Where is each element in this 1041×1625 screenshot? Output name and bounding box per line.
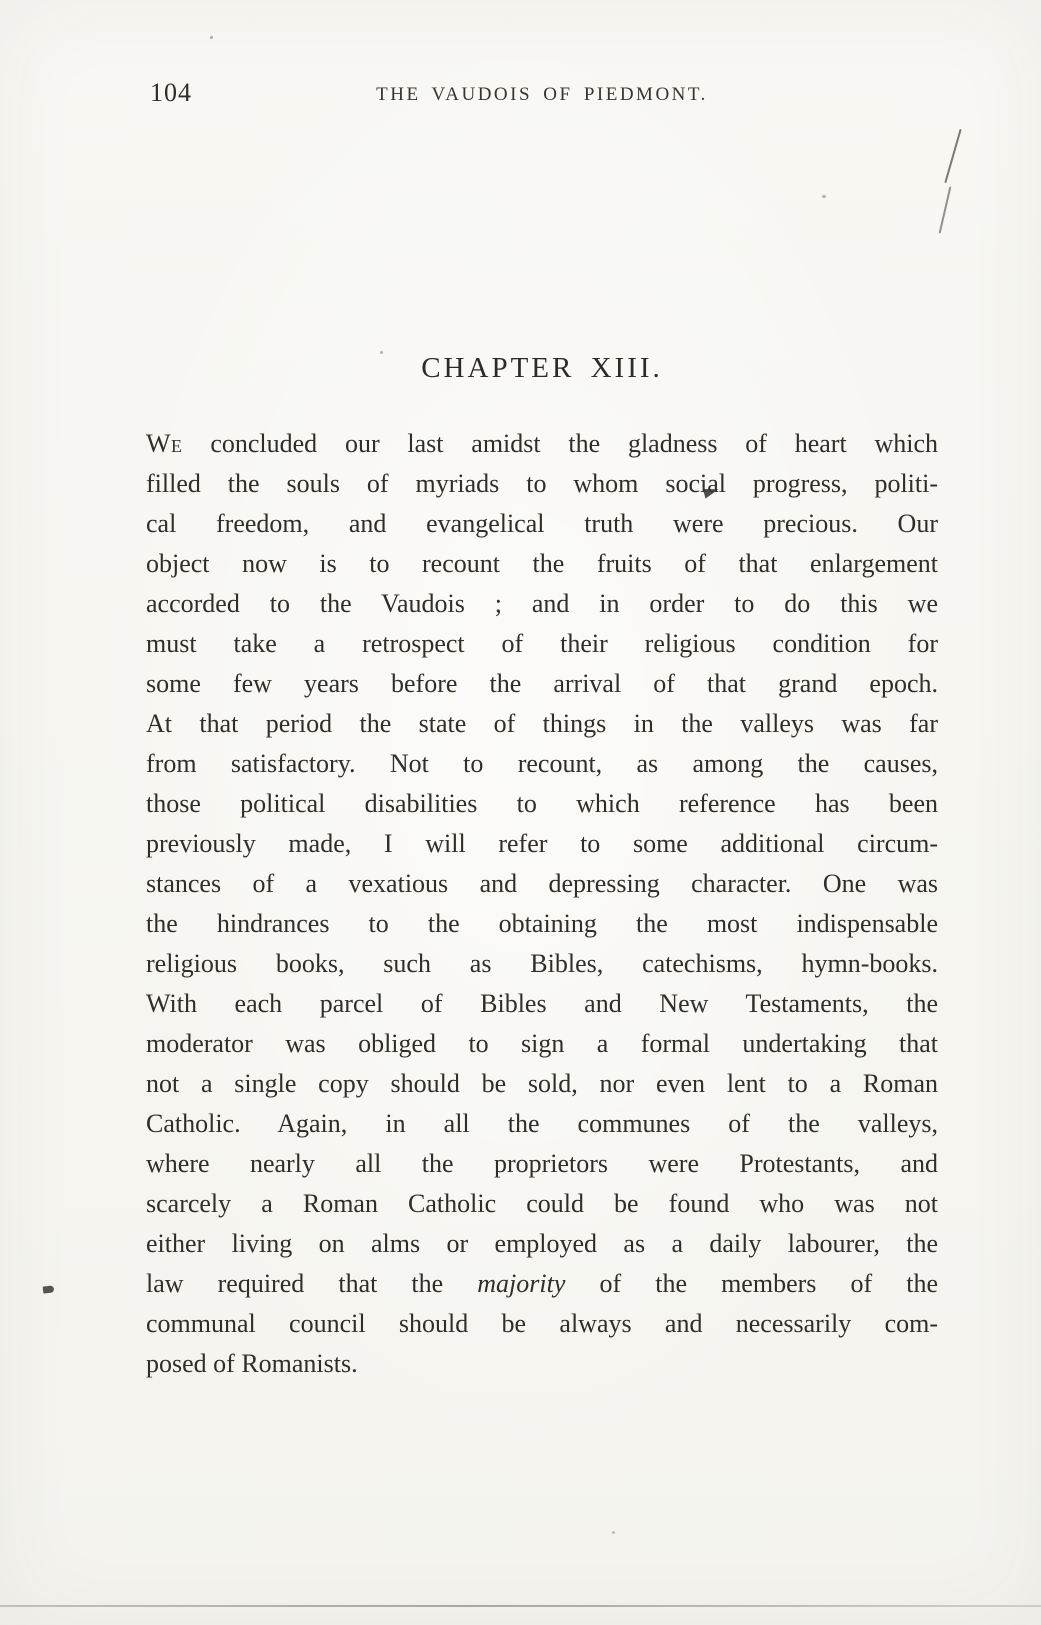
body-text-line: law required that the majority of the members of the [146, 1269, 938, 1298]
body-text-line: filled the souls of myriads to whom social progress, politi- [146, 469, 938, 498]
scan-bottom-edge [0, 1605, 1041, 1607]
body-text-line: communal council should be always and necessarily com- [146, 1309, 938, 1338]
body-text-line: accorded to the Vaudois ; and in order to do this we [146, 589, 938, 618]
body-text-line: religious books, such as Bibles, catechisms, hymn-books. [146, 949, 938, 978]
body-text-line: cal freedom, and evangelical truth were precious. Our [146, 509, 938, 538]
scan-speck-1 [210, 36, 213, 39]
body-text-line: stances of a vexatious and depressing character. One was [146, 869, 938, 898]
page-number: 104 [150, 78, 192, 107]
scan-speck-2 [822, 195, 826, 198]
body-text-line: At that period the state of things in the valleys was far [146, 709, 938, 738]
body-text-line: object now is to recount the fruits of that enlargement [146, 549, 938, 578]
body-text-line: We concluded our last amidst the gladness of heart which [146, 429, 938, 458]
running-header: THE VAUDOIS OF PIEDMONT. [376, 84, 708, 105]
body-text-line: must take a retrospect of their religious condition for [146, 629, 938, 658]
body-text-line: Catholic. Again, in all the communes of the valleys, [146, 1109, 938, 1138]
scan-mark-slash-1 [944, 129, 961, 183]
scan-mark-slash-2 [939, 186, 952, 233]
body-text-line: either living on alms or employed as a daily labourer, the [146, 1229, 938, 1258]
body-text-line: where nearly all the proprietors were Protestants, and [146, 1149, 938, 1178]
body-text-line: posed of Romanists. [146, 1349, 358, 1378]
body-text-line: from satisfactory. Not to recount, as among the causes, [146, 749, 938, 778]
body-text-line: scarcely a Roman Catholic could be found who was not [146, 1189, 938, 1218]
body-text-line: some few years before the arrival of that grand epoch. [146, 669, 938, 698]
body-text-line: not a single copy should be sold, nor even lent to a Roman [146, 1069, 938, 1098]
body-text [146, 424, 938, 1384]
body-text-line: the hindrances to the obtaining the most indispensable [146, 909, 938, 938]
body-text-line: previously made, I will refer to some additional circum- [146, 829, 938, 858]
body-text-line: those political disabilities to which reference has been [146, 789, 938, 818]
chapter-heading: CHAPTER XIII. [421, 352, 663, 384]
body-text-line: With each parcel of Bibles and New Testaments, the [146, 989, 938, 1018]
scan-speck-4 [612, 1531, 615, 1534]
margin-ink-blot [43, 1285, 55, 1293]
body-text-line: moderator was obliged to sign a formal undertaking that [146, 1029, 938, 1058]
scan-speck-3 [380, 351, 383, 354]
